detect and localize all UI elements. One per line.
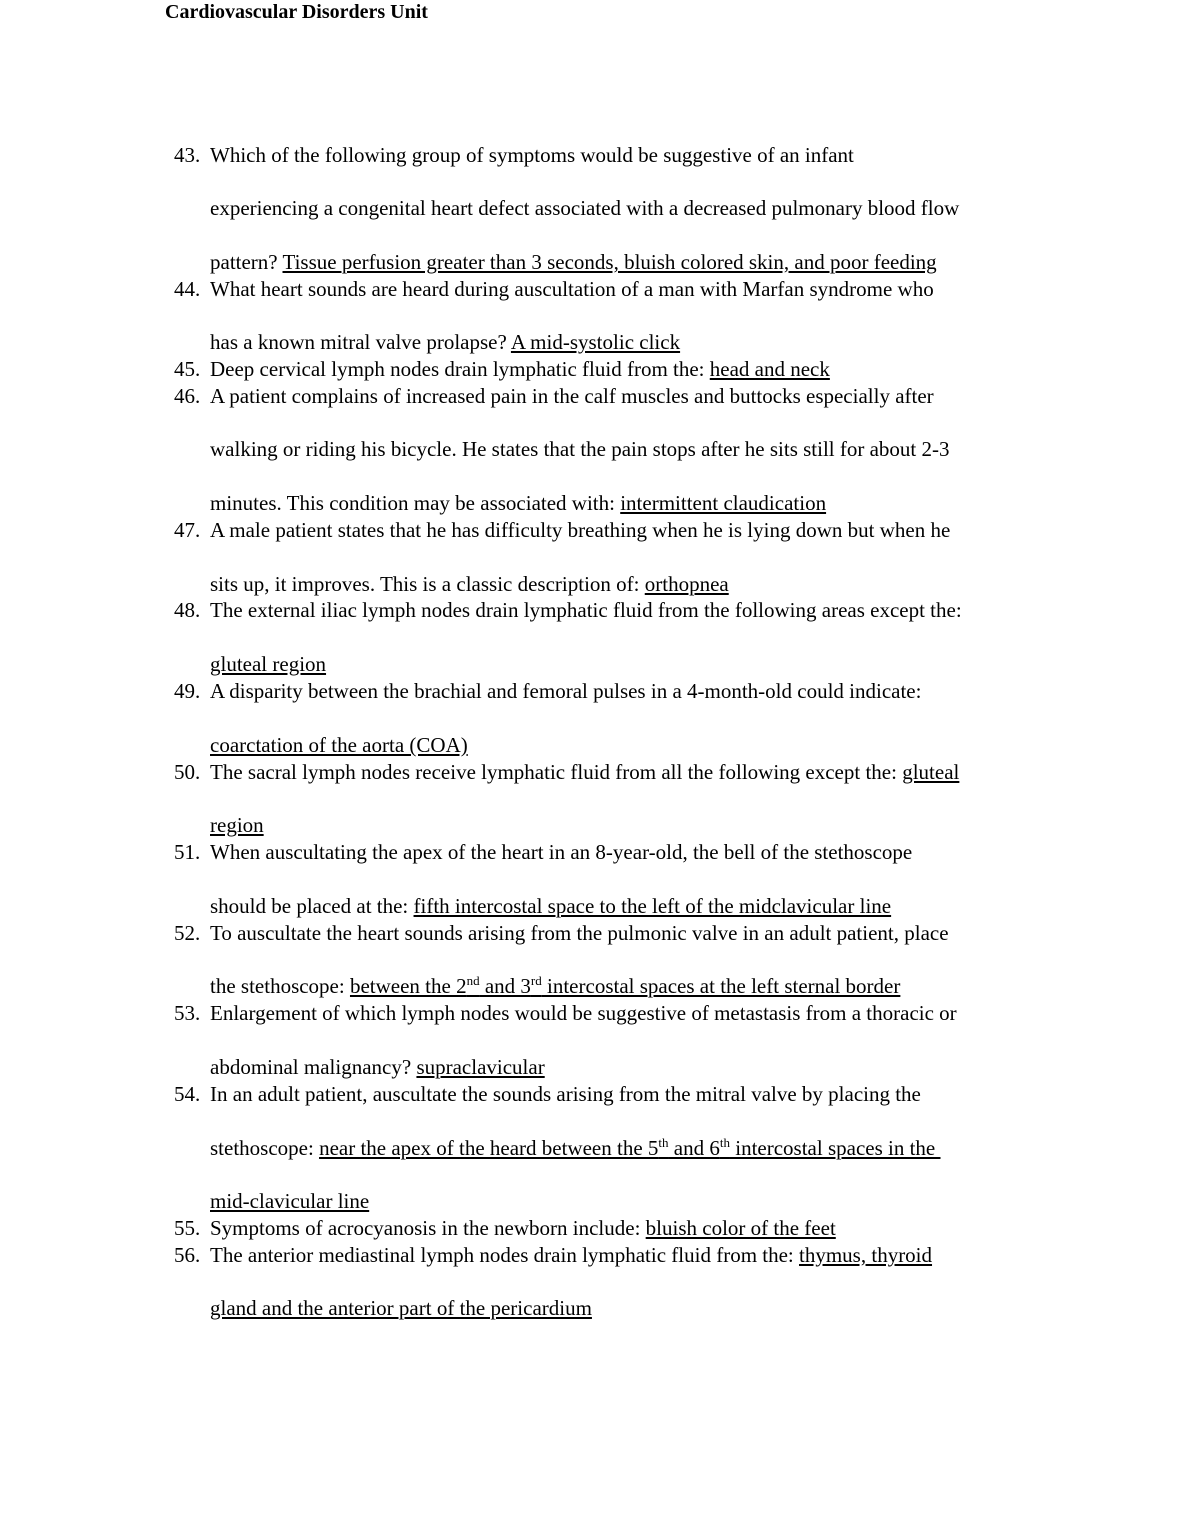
- answer-text: thymus, thyroid: [799, 1243, 933, 1267]
- question-text-line: Deep cervical lymph nodes drain lymphatic fluid from the: head and neck: [210, 357, 830, 381]
- question-text-line: [210, 1189, 369, 1213]
- answer-text: supraclavicular: [416, 1055, 545, 1079]
- question-text-line: [210, 733, 468, 757]
- question-number: 52.: [174, 921, 201, 945]
- answer-text: Tissue perfusion greater than 3 seconds, bluish colored skin, and poor feeding: [282, 250, 937, 274]
- question-text-line: sits up, it improves. This is a classic description of: orthopnea: [210, 572, 729, 596]
- question-text-line: A patient complains of increased pain in the calf muscles and buttocks especially after: [210, 384, 934, 408]
- question-text-line: has a known mitral valve prolapse? A mid-systolic click: [210, 330, 681, 354]
- question-number: 45.: [174, 357, 201, 381]
- answer-text: intermittent claudication: [620, 491, 827, 515]
- question-number: 46.: [174, 384, 201, 408]
- page-title: Cardiovascular Disorders Unit: [165, 1, 428, 23]
- question-text-line: The sacral lymph nodes receive lymphatic fluid from all the following except the: gluteal: [210, 760, 960, 784]
- question-text-line: pattern? Tissue perfusion greater than 3 seconds, bluish colored skin, and poor feeding: [210, 250, 937, 274]
- answer-text: region: [210, 813, 264, 837]
- answer-text: head and neck: [709, 357, 830, 381]
- question-text-line: Which of the following group of symptoms would be suggestive of an infant: [210, 143, 854, 167]
- answer-text: near the apex of the heard between the 5th and 6th intercostal spaces in the: [319, 1135, 941, 1160]
- question-number: 56.: [174, 1243, 201, 1267]
- question-number: 43.: [174, 143, 201, 167]
- answer-text: mid-clavicular line: [210, 1189, 370, 1213]
- question-text-line: walking or riding his bicycle. He states that the pain stops after he sits still for about 2-3: [210, 437, 950, 461]
- question-text-line: minutes. This condition may be associated with: intermittent claudication: [210, 491, 827, 515]
- answer-text: gluteal region: [210, 652, 327, 676]
- question-number: 50.: [174, 760, 201, 784]
- question-text-line: In an adult patient, auscultate the sounds arising from the mitral valve by placing the: [210, 1082, 921, 1106]
- question-text-line: experiencing a congenital heart defect associated with a decreased pulmonary blood flow: [210, 196, 960, 220]
- question-text-line: The external iliac lymph nodes drain lymphatic fluid from the following areas except the:: [210, 598, 962, 622]
- question-text-line: stethoscope: near the apex of the heard between the 5th and 6th intercostal spaces in the: [210, 1135, 941, 1160]
- answer-text: gland and the anterior part of the pericardium: [210, 1296, 592, 1320]
- question-text-line: A male patient states that he has difficulty breathing when he is lying down but when he: [210, 518, 951, 542]
- answer-text: gluteal: [902, 760, 960, 784]
- question-text-line: The anterior mediastinal lymph nodes drain lymphatic fluid from the: thymus, thyroid: [210, 1243, 933, 1267]
- question-text-line: A disparity between the brachial and femoral pulses in a 4-month-old could indicate:: [210, 679, 922, 703]
- question-number: 48.: [174, 598, 201, 622]
- question-number: 49.: [174, 679, 201, 703]
- question-text-line: Symptoms of acrocyanosis in the newborn include: bluish color of the feet: [210, 1216, 836, 1240]
- question-text-line: [210, 652, 326, 676]
- answer-text: between the 2nd and 3rd intercostal spaces at the left sternal border: [349, 973, 901, 998]
- answer-text: A mid-systolic click: [510, 330, 681, 354]
- question-text-line: [210, 1296, 592, 1320]
- question-number: 47.: [174, 518, 201, 542]
- question-number: 53.: [174, 1001, 201, 1025]
- answer-text: bluish color of the feet: [645, 1216, 836, 1240]
- question-number: 55.: [174, 1216, 201, 1240]
- answer-text: coarctation of the aorta (COA): [210, 733, 468, 757]
- question-text-line: [210, 813, 264, 837]
- question-number: 54.: [174, 1082, 201, 1106]
- question-text-line: should be placed at the: fifth intercostal space to the left of the midclavicular line: [210, 894, 892, 918]
- question-text-line: To auscultate the heart sounds arising from the pulmonic valve in an adult patient, place: [210, 921, 949, 945]
- question-text-line: abdominal malignancy? supraclavicular: [210, 1055, 545, 1079]
- question-text-line: Enlargement of which lymph nodes would be suggestive of metastasis from a thoracic or: [210, 1001, 957, 1025]
- question-text-line: What heart sounds are heard during auscultation of a man with Marfan syndrome who: [210, 277, 934, 301]
- question-text-line: the stethoscope: between the 2nd and 3rd intercostal spaces at the left sternal border: [210, 973, 901, 998]
- question-text-line: When auscultating the apex of the heart in an 8-year-old, the bell of the stethoscope: [210, 840, 913, 864]
- question-number: 44.: [174, 277, 201, 301]
- answer-text: fifth intercostal space to the left of the midclavicular line: [413, 894, 892, 918]
- question-number: 51.: [174, 840, 201, 864]
- answer-text: orthopnea: [644, 572, 729, 596]
